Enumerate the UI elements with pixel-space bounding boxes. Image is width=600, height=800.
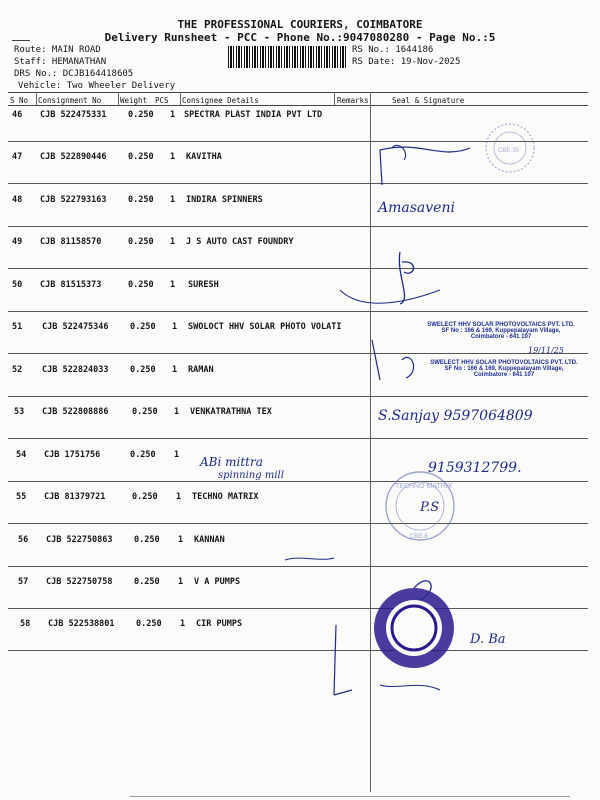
handwritten-note-54-line2: spinning mill <box>218 470 284 481</box>
col-consignee: Consignee Details <box>182 96 259 105</box>
signature-49 <box>399 252 413 304</box>
handwritten-date-52: 19/11/25 <box>528 346 564 355</box>
col-consignment: Consignment No <box>38 96 102 105</box>
company-title: THE PROFESSIONAL COURIERS, COIMBATORE <box>177 18 423 31</box>
handwritten-signature-55: P.S <box>420 500 440 515</box>
route-label: Route: MAIN ROAD <box>14 45 101 55</box>
runsheet-subtitle: Delivery Runsheet - PCC - Phone No.:9047080280 - Page No.:5 <box>104 31 496 44</box>
rs-date: RS Date: 19-Nov-2025 <box>352 57 461 67</box>
table-row: 51 CJB 522475346 0.250 1 SWOLOCT HHV SOLAR PHOTO VOLATI <box>0 322 600 364</box>
cbe-stamp <box>486 124 534 172</box>
handwritten-signature-58: D. Ba <box>470 632 506 647</box>
table-row: 54 CJB 1751756 0.250 1 <box>0 450 600 492</box>
handwritten-phone-54: 9159312799. <box>428 460 522 476</box>
table-row: 53 CJB 522808886 0.250 1 VENKATRATHNA TEX <box>0 407 600 449</box>
swelect-stamp-2: SWELECT HHV SOLAR PHOTOVOLTAICS PVT. LTD. SF No : 166 & 169, Kuppepalayam Village, Coimbatore - 641 107 <box>430 360 578 378</box>
table-row: 50 CJB 81515373 0.250 1 SURESH <box>0 280 600 322</box>
rs-number: RS No.: 1644186 <box>352 45 434 55</box>
staff-label: Staff: HEMANATHAN <box>14 57 107 67</box>
handwritten-signature-53: S.Sanjay 9597064809 <box>378 408 533 424</box>
signature-52 <box>372 340 414 380</box>
table-row: 57 CJB 522750758 0.250 1 V A PUMPS <box>0 577 600 619</box>
vehicle-label: Vehicle: Two Wheeler Delivery <box>18 81 176 91</box>
drs-number: DRS No.: DCJB164418605 <box>14 69 134 79</box>
techno-stamp-city: CBE-6 <box>410 534 428 540</box>
table-row: 46 CJB 522475331 0.250 1 SPECTRA PLAST INDIA PVT LTD <box>0 110 600 152</box>
techno-stamp-text: TECHNO MATRIX <box>395 483 453 490</box>
handwritten-signature-48: Amasaveni <box>378 200 455 216</box>
col-pcs: PCS <box>155 96 169 105</box>
swelect-stamp: SWELECT HHV SOLAR PHOTOVOLTAICS PVT. LTD. SF No : 166 & 169, Kuppepalayam Village, Coimbatore - 641 107 <box>427 322 575 340</box>
table-row: 47 CJB 522890446 0.250 1 KAVITHA <box>0 152 600 194</box>
company-round-stamp <box>374 588 454 668</box>
table-row: 58 CJB 522538801 0.250 1 CIR PUMPS <box>0 619 600 661</box>
table-row: 48 CJB 522793163 0.250 1 INDIRA SPINNERS <box>0 195 600 237</box>
col-weight: Weight <box>120 96 148 105</box>
table-row: 56 CJB 522750863 0.250 1 KANNAN <box>0 535 600 577</box>
table-row: 49 CJB 81158570 0.250 1 J S AUTO CAST FOUNDRY <box>0 237 600 279</box>
col-sno: S No <box>10 96 29 105</box>
col-remarks: Remarks <box>337 96 369 105</box>
footer-rule <box>130 796 570 797</box>
table-row: 52 CJB 522824033 0.250 1 RAMAN <box>0 365 600 407</box>
col-seal: Seal & Signature <box>392 96 465 105</box>
signature-47 <box>380 147 470 185</box>
cbe-stamp-text: CBE-35 <box>498 148 520 154</box>
signature-57 <box>285 558 334 560</box>
handwritten-note-54-line1: ABi mittra <box>200 455 263 469</box>
table-row: 55 CJB 81379721 0.250 1 TECHNO MATRIX <box>0 492 600 534</box>
